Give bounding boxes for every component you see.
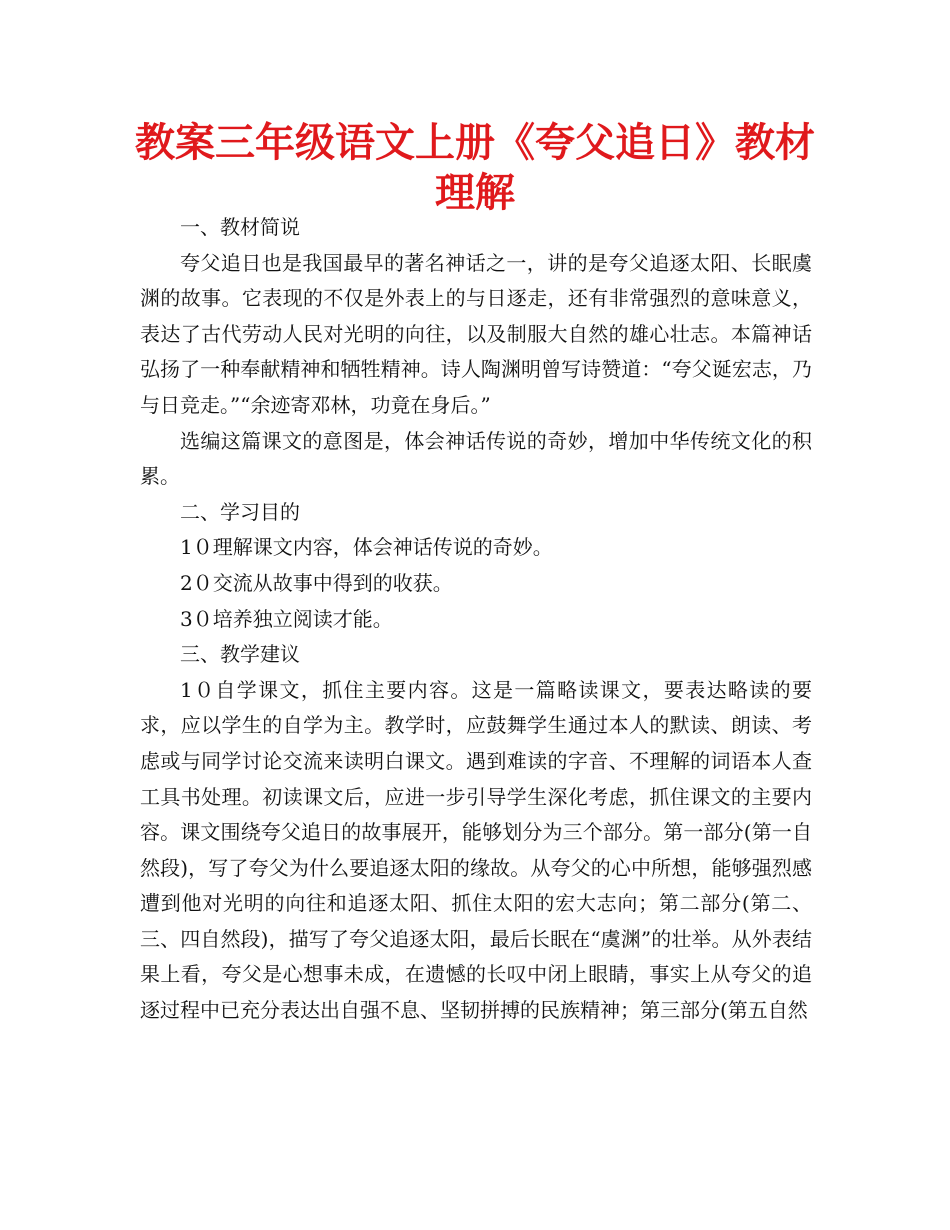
goal-item-3: 3０培养独立阅读才能。 [180,606,393,631]
section-heading-teaching-suggestions: 三、教学建议 [180,642,300,667]
paragraph-selection-intent: 选编这篇课文的意图是，体会神话传说的奇妙，增加中华传统文化的积累。 [140,428,812,489]
section-heading-learning-goals: 二、学习目的 [180,499,300,524]
paragraph-suggestion-1: 1０自学课文，抓住主要内容。这是一篇略读课文，要表达略读的要求，应以学生的自学为主。教学时，应鼓舞学生通过本人的默读、朗读、考虑或与同学讨论交流来读明白课文。遇到难读的字音、不理解的词语本人查工具书处理。初读课文后，应进一步引导学生深化考虑，抓住课文的主要内容。课文围绕夸父追日的故事展开，能够划分为三个部分。第一部分(第一自然段)，写了夸父为什么要追逐太阳的缘故。从夸父的心中所想，能够强烈感遭到他对光明的向往和追逐太阳、抓住太阳的宏大志向；第二部分(第二、三、四自然段)，描写了夸父追逐太阳，最后长眠在“虞渊”的壮举。从外表结果上看，夸父是心想事未成，在遗憾的长叹中闭上眼睛，事实上从夸父的追逐过程中已充分表达出自强不息、坚韧拼搏的民族精神；第三部分(第五自然 [140,677,812,1023]
document-body [140,210,812,1029]
section-heading-textbook-intro: 一、教材简说 [180,215,300,239]
goal-item-2: 2０交流从故事中得到的收获。 [180,570,453,595]
paragraph-myth-description: 夸父追日也是我国最早的著名神话之一，讲的是夸父追逐太阳、长眠虞渊的故事。它表现的不仅是外表上的与日逐走，还有非常强烈的意味意义，表达了古代劳动人民对光明的向往，以及制服大自然的雄心壮志。本篇神话弘扬了一种奉献精神和牺牲精神。诗人陶渊明曾写诗赞道：“夸父诞宏志，乃与日竞走。”“余迹寄邓林，功竟在身后。” [140,250,812,417]
goal-item-1: 1０理解课文内容，体会神话传说的奇妙。 [180,535,553,560]
document-title: 教案三年级语文上册《夸父追日》教材理解 [135,120,815,216]
